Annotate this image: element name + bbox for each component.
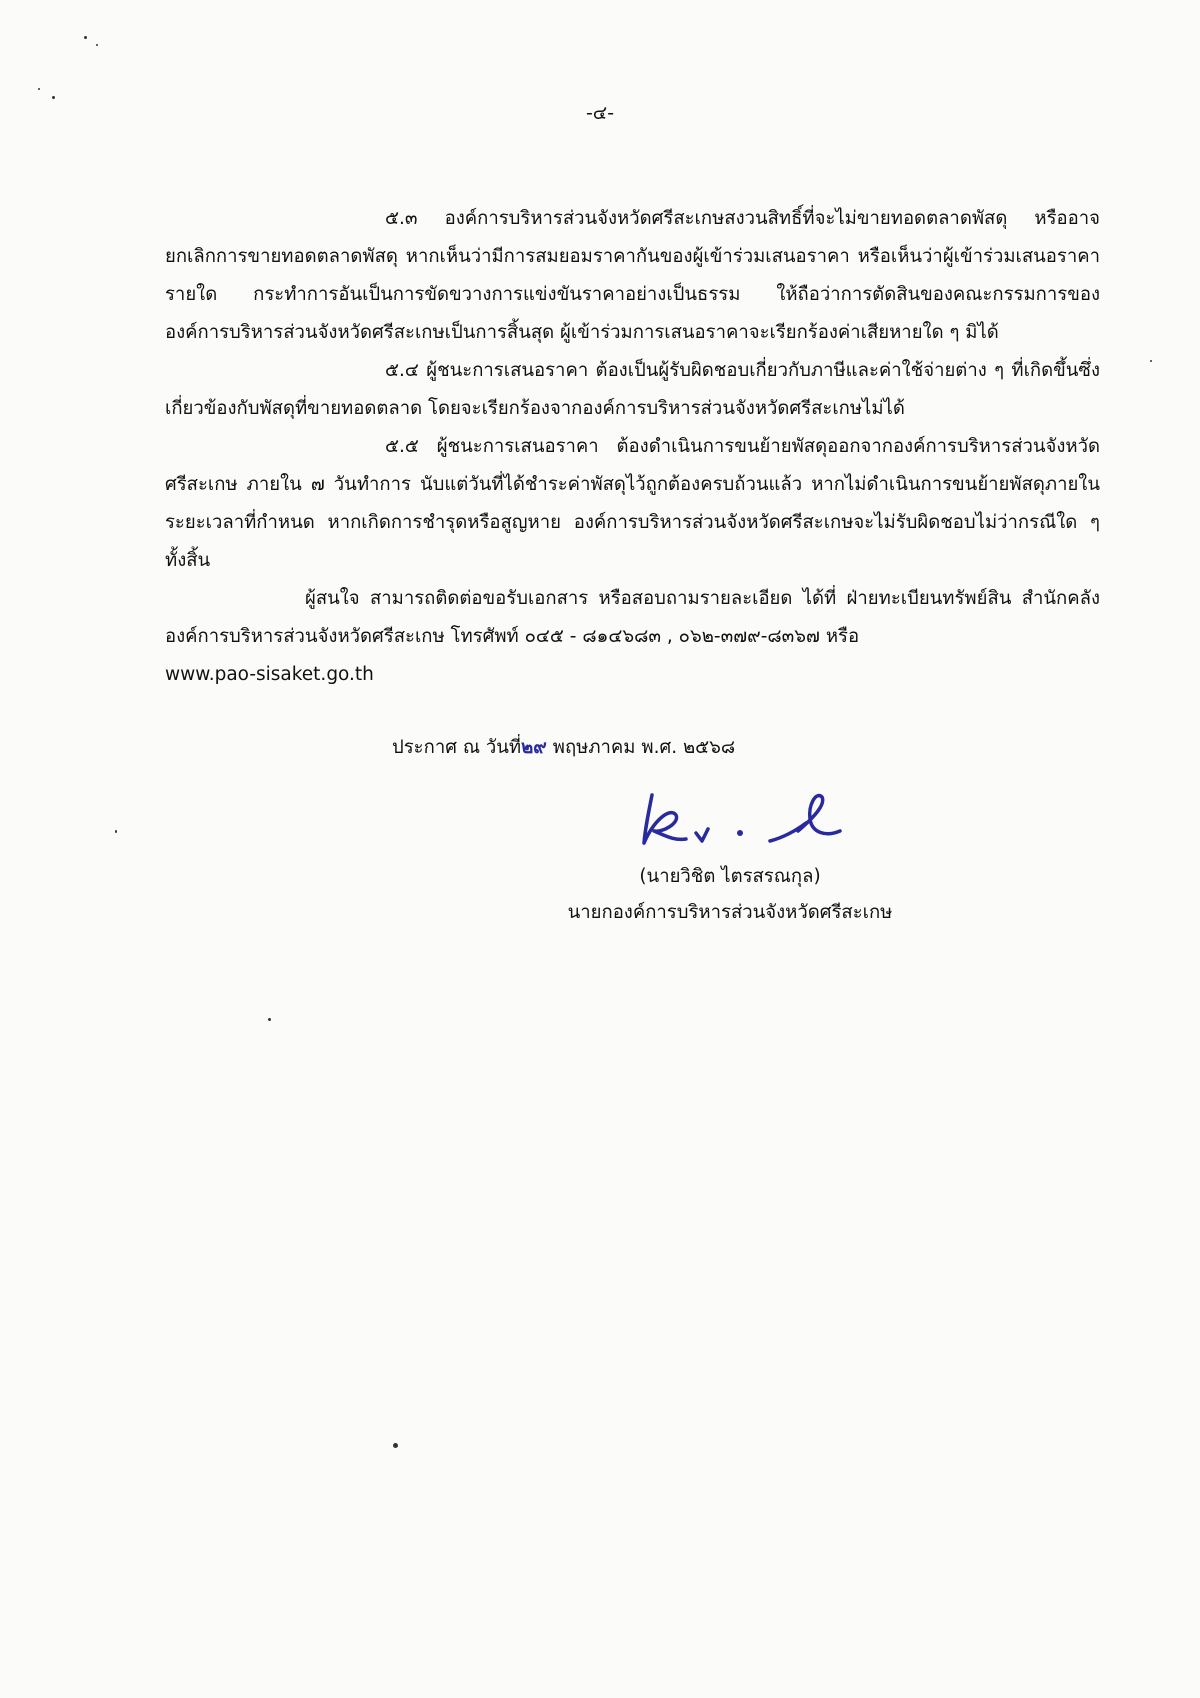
document-body: [165, 200, 1100, 694]
signer-name: (นายวิชิต ไตรสรณกุล): [639, 866, 821, 887]
scan-speck: [1150, 360, 1152, 362]
scan-speck: [84, 36, 87, 39]
contact-paragraph: ผู้สนใจ สามารถติดต่อขอรับเอกสาร หรือสอบถามรายละเอียด ได้ที่ ฝ่ายทะเบียนทรัพย์สิน สำนักคลัง องค์การบริหารส่วนจังหวัดศรีสะเกษ โทรศัพท์ ๐๔๕ - ๘๑๔๖๘๓ , ๐๖๒-๓๗๙-๘๓๖๗ หรือ: [165, 588, 1100, 647]
announcement-prefix: ประกาศ ณ วันที่: [392, 737, 522, 758]
handwritten-day: ๒๙: [521, 737, 547, 758]
scan-speck: [268, 1018, 271, 1021]
handwritten-signature: [630, 785, 850, 855]
announcement-suffix: พฤษภาคม พ.ศ. ๒๕๖๘: [552, 737, 736, 758]
scan-speck: [393, 1443, 398, 1448]
scan-speck: [38, 88, 40, 90]
scan-speck: [115, 830, 117, 833]
signer-position: นายกองค์การบริหารส่วนจังหวัดศรีสะเกษ: [567, 902, 893, 923]
clause-5-5: ๕.๕ ผู้ชนะการเสนอราคา ต้องดำเนินการขนย้ายพัสดุออกจากองค์การบริหารส่วนจังหวัดศรีสะเกษ ภายใน ๗ วันทำการ นับแต่วันที่ได้ชำระค่าพัสดุไว้ถูกต้องครบถ้วนแล้ว หากไม่ดำเนินการขนย้ายพัสดุภายในระยะเวลาที่กำหนด หากเกิดการชำรุดหรือสูญหาย องค์การบริหารส่วนจังหวัดศรีสะเกษจะไม่รับผิดชอบไม่ว่ากรณีใด ๆ ทั้งสิ้น: [165, 436, 1100, 571]
website-link[interactable]: www.pao-sisaket.go.th: [165, 664, 374, 685]
scan-speck: [52, 96, 55, 99]
clause-5-3: ๕.๓ องค์การบริหารส่วนจังหวัดศรีสะเกษสงวนสิทธิ์ที่จะไม่ขายทอดตลาดพัสดุ หรืออาจยกเลิกการขายทอดตลาดพัสดุ หากเห็นว่ามีการสมยอมราคากันของผู้เข้าร่วมเสนอราคา หรือเห็นว่าผู้เข้าร่วมเสนอราคารายใด กระทำการอันเป็นการขัดขวางการแข่งขันราคาอย่างเป็นธรรม ให้ถือว่าการตัดสินของคณะกรรมการขององค์การบริหารส่วนจังหวัดศรีสะเกษเป็นการสิ้นสุด ผู้เข้าร่วมการเสนอราคาจะเรียกร้องค่าเสียหายใด ๆ มิได้: [165, 208, 1100, 343]
announcement-date: [392, 733, 735, 762]
scan-speck: [96, 44, 98, 46]
page-number: -๔-: [585, 102, 615, 124]
clause-5-4: ๕.๔ ผู้ชนะการเสนอราคา ต้องเป็นผู้รับผิดชอบเกี่ยวกับภาษีและค่าใช้จ่ายต่าง ๆ ที่เกิดขึ้นซึ่งเกี่ยวข้องกับพัสดุที่ขายทอดตลาด โดยจะเรียกร้องจากองค์การบริหารส่วนจังหวัดศรีสะเกษไม่ได้: [165, 360, 1100, 419]
